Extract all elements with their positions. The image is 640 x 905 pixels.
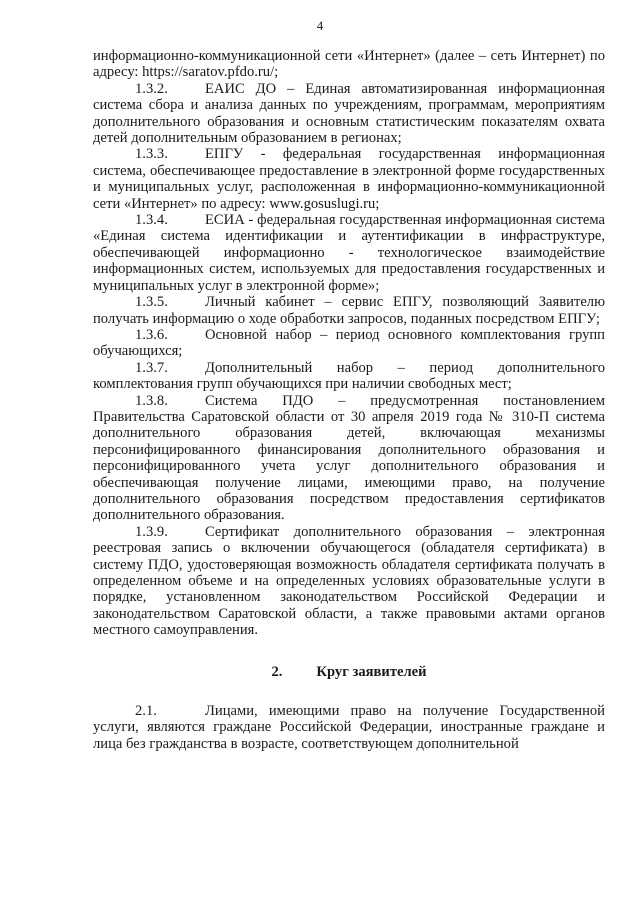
paragraph	[93, 294, 605, 327]
paragraph-text: информационно-коммуникационной сети «Интернет» (далее – сеть Интернет) по адресу: https://saratov.pfdo.ru/;	[93, 48, 605, 81]
paragraph	[93, 327, 605, 360]
paragraph	[93, 393, 605, 524]
section-number: 2.	[271, 663, 283, 680]
paragraph	[93, 703, 605, 752]
paragraph-number: 1.3.9.	[135, 523, 168, 540]
paragraph-text: Система ПДО – предусмотренная постановлением Правительства Саратовской области от 30 апреля 2019 года № 310-П система дополнительного образования детей, включающая механизмы персонифицированного финансирования дополнительного образования и персонифицированного учета услуг дополнительного образования и обеспечивающая получение лицами, имеющими право, на получение дополнительного образования посредством предоставления сертификатов дополнительного образования.	[93, 392, 605, 524]
paragraph-text: Сертификат дополнительного образования – электронная реестровая запись о включении обучающегося (обладателя сертификата) в систему ПДО, удостоверяющая возможность обладателя сертификата получать в определенном объеме и на определенных условиях образовательные услуги в порядке, установленном законодательством Российской Федерации и законодательством Саратовской области, а также правовыми актами органов местного самоуправления.	[93, 523, 605, 639]
paragraph	[93, 146, 605, 212]
paragraph-number: 1.3.7.	[135, 359, 168, 376]
page-number: 4	[316, 18, 324, 33]
paragraph-text: Лицами, имеющими право на получение Государственной услуги, являются граждане Российской Федерации, иностранные граждане и лица без гражданства в возрасте, соответствующем дополнительной	[93, 703, 605, 752]
paragraph	[93, 524, 605, 639]
section-heading	[93, 664, 605, 680]
paragraph	[93, 81, 605, 147]
paragraph-number: 1.3.4.	[135, 212, 168, 229]
paragraph-text: Основной набор – период основного комплектования групп обучающихся;	[93, 326, 605, 360]
paragraph-text: ЕАИС ДО – Единая автоматизированная информационная система сбора и анализа данных по учреждениям, программам, мероприятиям дополнительного образования и основным статистическим показателям охвата детей дополнительным образованием в регионах;	[93, 80, 605, 147]
paragraph-text: ЕПГУ - федеральная государственная информационная система, обеспечивающее предоставление в электронной форме государственных и муниципальных услуг, расположенная в информационно-коммуникационной сети «Интернет» по адресу: www.gosuslugi.ru;	[93, 146, 605, 212]
section-title: Круг заявителей	[316, 663, 427, 680]
paragraph	[93, 212, 605, 294]
paragraph-number: 1.3.5.	[135, 294, 168, 311]
paragraph-number: 1.3.8.	[135, 392, 168, 409]
definitions-list	[93, 48, 605, 639]
paragraph-number: 2.1.	[135, 703, 157, 720]
document-body	[93, 48, 605, 752]
paragraph-number: 1.3.3.	[135, 146, 168, 163]
paragraph	[93, 48, 605, 81]
paragraph-number: 1.3.2.	[135, 80, 168, 97]
paragraph	[93, 360, 605, 393]
paragraph-text: ЕСИА - федеральная государственная информационная система «Единая система идентификации и аутентификации в инфраструктуре, обеспечивающей информационно - технологическое взаимодействие информационных систем, используемых для предоставления государственных и муниципальных услуг в электронной форме»;	[93, 212, 605, 294]
paragraph-text: Дополнительный набор – период дополнительного комплектования групп обучающихся при наличии свободных мест;	[93, 359, 605, 393]
paragraph-number: 1.3.6.	[135, 326, 168, 343]
paragraph-text: Личный кабинет – сервис ЕПГУ, позволяющий Заявителю получать информацию о ходе обработки запросов, поданных посредством ЕПГУ;	[93, 294, 605, 327]
section-paragraphs	[93, 703, 605, 752]
